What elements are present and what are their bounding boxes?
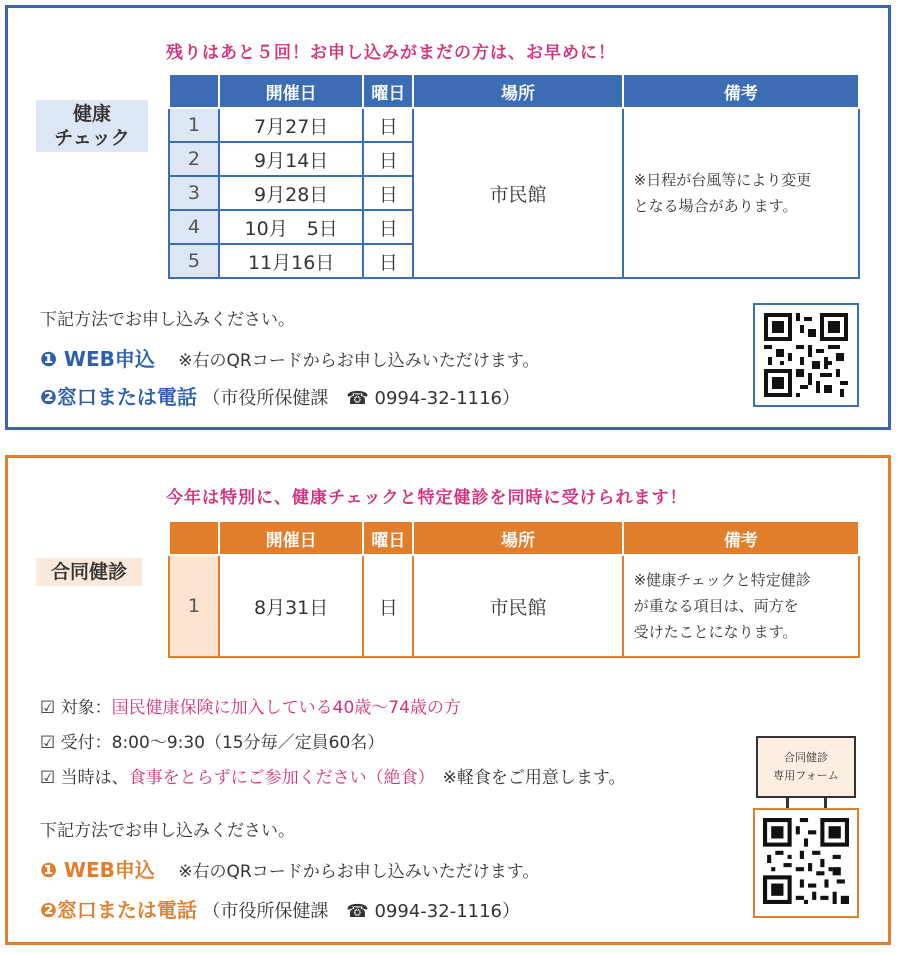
form-sign-line2: 専用フォーム [773, 769, 839, 782]
kenko-check-panel [5, 5, 891, 430]
remark-line: が重なる項目は、両方を [633, 597, 799, 615]
target-prefix: ☑ 対象： [40, 698, 112, 718]
form-sign-line1: 合同健診 [784, 751, 828, 764]
window-apply-line [40, 381, 520, 410]
web-apply-title[interactable]: ❶ WEB申込 [40, 858, 155, 882]
place-cell: 市民館 [413, 555, 622, 657]
web-apply-note: ※右のQRコードからお申し込みいただけます。 [178, 351, 540, 371]
target-line [40, 693, 461, 718]
row-num: 1 [169, 555, 219, 657]
fasting-prefix: ☑ 当時は、 [40, 768, 129, 788]
row-day: 日 [363, 142, 413, 176]
fasting-line [40, 763, 626, 788]
window-apply-title: ❷窓口または電話 [40, 898, 197, 922]
form-sign [756, 736, 856, 798]
godo-schedule-table [168, 520, 860, 658]
table-row [169, 555, 859, 657]
kenko-schedule-table [168, 73, 860, 279]
qr-code-icon [763, 313, 849, 397]
header-date: 開催日 [219, 521, 364, 555]
remark-line: となる場合があります。 [633, 197, 798, 215]
kenko-label-line1: 健康 [72, 103, 111, 125]
row-date: 9月14日 [219, 142, 364, 176]
reception-line: ☑ 受付：8:00～9:30（15分毎／定員60名） [40, 733, 385, 753]
remark-cell [623, 555, 859, 657]
sign-post-left [786, 798, 789, 808]
remark-cell [623, 108, 859, 278]
header-place: 場所 [413, 74, 622, 108]
qr-code-icon [763, 818, 849, 904]
window-apply-title: ❷窓口または電話 [40, 385, 197, 409]
apply-intro: 下記方法でお申し込みください。 [40, 310, 295, 330]
row-num: 1 [169, 108, 219, 142]
table-row [169, 108, 859, 142]
remark-line: ※健康チェックと特定健診 [633, 571, 811, 589]
row-day: 日 [363, 244, 413, 278]
kenko-check-label [36, 100, 148, 152]
remark-line: 受けたことになります。 [633, 623, 798, 641]
godo-kenshin-label: 合同健診 [36, 558, 142, 586]
row-num: 4 [169, 210, 219, 244]
row-day: 日 [363, 108, 413, 142]
table-header-row [169, 521, 859, 555]
fasting-suffix: ※軽食をご用意します。 [442, 768, 626, 788]
header-date: 開催日 [219, 74, 364, 108]
header-day: 曜日 [363, 521, 413, 555]
row-date: 7月27日 [219, 108, 364, 142]
apply-intro: 下記方法でお申し込みください。 [40, 821, 295, 841]
header-remark: 備考 [623, 521, 859, 555]
place-cell: 市民館 [413, 108, 622, 278]
row-date: 9月28日 [219, 176, 364, 210]
window-apply-line [40, 894, 520, 923]
target-value: 国民健康保険に加入している40歳～74歳の方 [111, 698, 461, 718]
qr-code[interactable] [753, 303, 859, 407]
table-header-row [169, 74, 859, 108]
godo-kenshin-panel [5, 455, 891, 945]
qr-code[interactable] [753, 808, 859, 918]
row-date: 8月31日 [219, 555, 364, 657]
row-num: 2 [169, 142, 219, 176]
web-apply-line [40, 343, 539, 372]
window-apply-note: （市役所保健課 ☎ 0994-32-1116） [202, 388, 520, 409]
remark-line: ※日程が台風等により変更 [633, 171, 812, 189]
row-date: 11月16日 [219, 244, 364, 278]
row-day: 日 [363, 210, 413, 244]
godo-notice: 今年は特別に、健康チェックと特定健診を同時に受けられます！ [166, 488, 688, 508]
header-num [169, 521, 219, 555]
sign-post-right [824, 798, 827, 808]
row-num: 3 [169, 176, 219, 210]
row-num: 5 [169, 244, 219, 278]
header-remark: 備考 [623, 74, 859, 108]
header-num [169, 74, 219, 108]
fasting-value: 食事をとらずにご参加ください（絶食） [128, 768, 435, 788]
row-day: 日 [363, 176, 413, 210]
row-day: 日 [363, 555, 413, 657]
window-apply-note: （市役所保健課 ☎ 0994-32-1116） [202, 901, 520, 922]
kenko-notice: 残りはあと５回！お申し込みがまだの方は、お早めに！ [166, 43, 616, 63]
web-apply-line [40, 854, 539, 883]
header-day: 曜日 [363, 74, 413, 108]
web-apply-title[interactable]: ❶ WEB申込 [40, 347, 155, 371]
header-place: 場所 [413, 521, 622, 555]
row-date: 10月 5日 [219, 210, 364, 244]
web-apply-note: ※右のQRコードからお申し込みいただけます。 [178, 862, 540, 882]
kenko-label-line2: チェック [54, 127, 130, 149]
